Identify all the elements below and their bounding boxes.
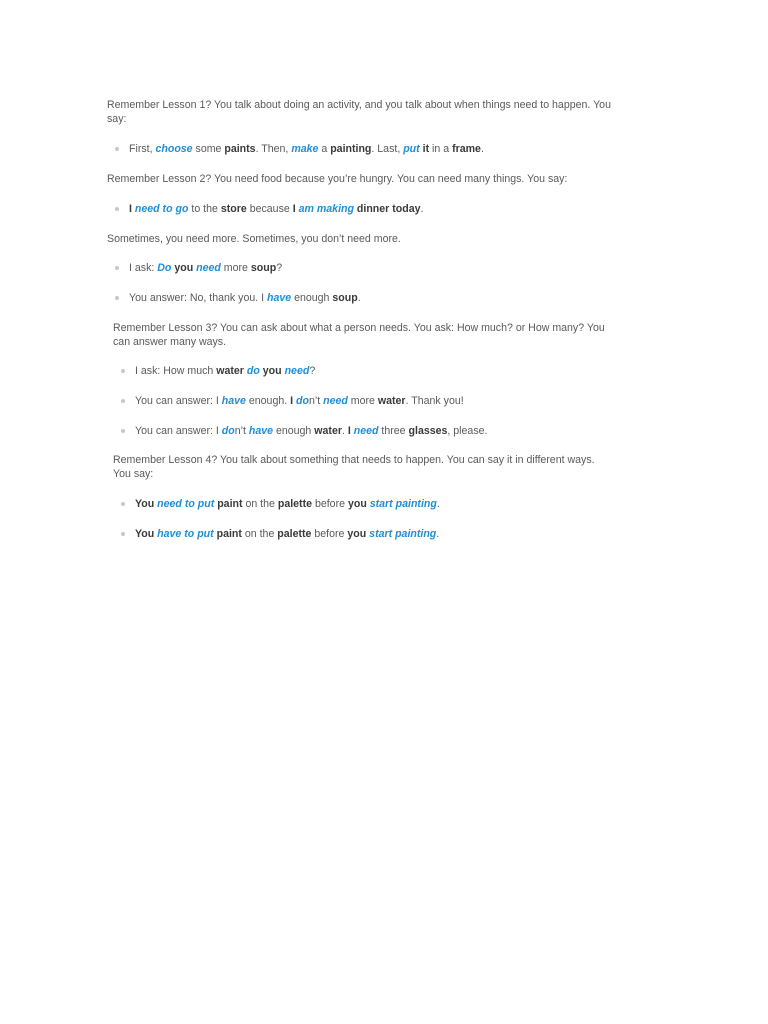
text-span: in a bbox=[429, 143, 453, 155]
verb-phrase: need bbox=[353, 425, 379, 437]
key-word: soup bbox=[250, 262, 277, 274]
verb-phrase: have to put bbox=[157, 528, 214, 540]
text-span: I ask: bbox=[129, 262, 158, 274]
key-word: You bbox=[135, 528, 158, 540]
text-span: more bbox=[347, 395, 378, 407]
paragraph bbox=[107, 172, 622, 186]
text-span: Sometimes, you need more. Sometimes, you don’t need more. bbox=[107, 233, 401, 245]
key-word: you bbox=[259, 365, 282, 377]
verb-phrase: start painting bbox=[369, 498, 437, 510]
verb-phrase: do bbox=[296, 395, 309, 407]
verb-phrase: have bbox=[267, 292, 292, 304]
bullet-dot-icon bbox=[121, 532, 125, 536]
text-span: . bbox=[480, 143, 484, 155]
text-span: enough bbox=[273, 425, 315, 437]
verb-phrase: choose bbox=[155, 143, 193, 155]
text-span: on the bbox=[241, 528, 278, 540]
text-span: more bbox=[220, 262, 251, 274]
bullet-item bbox=[135, 364, 615, 378]
paragraph bbox=[107, 232, 622, 246]
bullet-item bbox=[135, 394, 615, 408]
key-word: water bbox=[216, 365, 244, 377]
text-span: because bbox=[246, 203, 293, 215]
bullet-dot-icon bbox=[121, 399, 125, 403]
verb-phrase: need bbox=[196, 262, 221, 274]
verb-phrase: start painting bbox=[369, 528, 437, 540]
key-word: dinner today bbox=[356, 203, 421, 215]
text-span: . Thank you! bbox=[405, 395, 464, 407]
text-span: three bbox=[378, 425, 409, 437]
paragraph bbox=[107, 98, 622, 126]
verb-phrase: need bbox=[284, 365, 310, 377]
text-span: n’t bbox=[234, 425, 249, 437]
text-span: ? bbox=[276, 262, 283, 274]
text-span: , please. bbox=[447, 425, 488, 437]
text-span: . Then, bbox=[255, 143, 292, 155]
verb-phrase: need to put bbox=[157, 498, 215, 510]
paragraph bbox=[113, 321, 613, 349]
bullet-dot-icon bbox=[121, 369, 125, 373]
key-word: You bbox=[135, 498, 158, 510]
key-word: painting bbox=[330, 143, 372, 155]
bullet-item bbox=[135, 424, 615, 438]
bullet-item bbox=[129, 142, 609, 156]
bullet-dot-icon bbox=[115, 147, 119, 151]
verb-phrase: have bbox=[248, 425, 274, 437]
key-word: paint bbox=[214, 498, 243, 510]
key-word: you bbox=[171, 262, 194, 274]
key-word: you bbox=[347, 498, 367, 510]
text-span: Remember Lesson 2? You need food because you’re hungry. You can need many things. You say: bbox=[107, 173, 568, 185]
text-span: to the bbox=[188, 203, 221, 215]
text-span: . bbox=[420, 203, 424, 215]
key-word: soup bbox=[332, 292, 358, 304]
key-word: water bbox=[377, 395, 406, 407]
key-word: store bbox=[220, 203, 247, 215]
key-word: palette bbox=[277, 498, 313, 510]
key-word: you bbox=[347, 528, 367, 540]
text-span: Remember Lesson 4? You talk about something that needs to happen. You can say it in different ways. You say: bbox=[113, 454, 595, 480]
verb-phrase: make bbox=[291, 143, 319, 155]
bullet-dot-icon bbox=[121, 429, 125, 433]
key-word: I bbox=[290, 395, 297, 407]
key-word: frame bbox=[452, 143, 481, 155]
key-word: I bbox=[347, 425, 354, 437]
bullet-item bbox=[135, 527, 615, 541]
bullet-item bbox=[129, 202, 609, 216]
bullet-item bbox=[135, 497, 615, 511]
verb-phrase: Do bbox=[157, 262, 172, 274]
verb-phrase: have bbox=[221, 395, 246, 407]
text-span: I ask: How much bbox=[135, 365, 217, 377]
verb-phrase: do bbox=[221, 425, 235, 437]
verb-phrase: need to go bbox=[134, 203, 189, 215]
text-span: You can answer: I bbox=[135, 425, 222, 437]
text-span: ? bbox=[309, 365, 316, 377]
key-word: it bbox=[419, 143, 430, 155]
bullet-dot-icon bbox=[115, 266, 119, 270]
text-span: enough. bbox=[245, 395, 291, 407]
verb-phrase: put bbox=[403, 143, 420, 155]
text-span: . bbox=[341, 425, 348, 437]
bullet-dot-icon bbox=[121, 502, 125, 506]
bullet-item bbox=[129, 261, 609, 275]
text-span: . bbox=[436, 528, 440, 540]
key-word: paints bbox=[224, 143, 256, 155]
text-span: enough bbox=[291, 292, 333, 304]
verb-phrase: need bbox=[323, 395, 348, 407]
verb-phrase: do bbox=[246, 365, 260, 377]
text-span: before bbox=[311, 528, 348, 540]
text-span: . Last, bbox=[371, 143, 404, 155]
text-span: a bbox=[318, 143, 331, 155]
verb-phrase: am making bbox=[298, 203, 354, 215]
bullet-dot-icon bbox=[115, 207, 119, 211]
text-span: . bbox=[436, 498, 440, 510]
key-word: palette bbox=[277, 528, 312, 540]
text-span: First, bbox=[129, 143, 156, 155]
text-span: Remember Lesson 3? You can ask about what a person needs. You ask: How much? or How many? You can answer many ways. bbox=[113, 322, 605, 348]
key-word: I bbox=[129, 203, 135, 215]
key-word: paint bbox=[213, 528, 242, 540]
text-span: before bbox=[312, 498, 348, 510]
text-span: n’t bbox=[308, 395, 324, 407]
key-word: glasses bbox=[408, 425, 448, 437]
bullet-dot-icon bbox=[115, 296, 119, 300]
bullet-item bbox=[129, 291, 609, 305]
paragraph bbox=[113, 453, 613, 481]
text-span: some bbox=[192, 143, 225, 155]
key-word: water bbox=[314, 425, 342, 437]
text-span: You can answer: I bbox=[135, 395, 222, 407]
text-span: on the bbox=[242, 498, 278, 510]
text-span: Remember Lesson 1? You talk about doing an activity, and you talk about when things need to happen. You say: bbox=[107, 99, 611, 125]
text-span: You answer: No, thank you. I bbox=[129, 292, 267, 304]
text-span: . bbox=[357, 292, 361, 304]
key-word: I bbox=[292, 203, 299, 215]
